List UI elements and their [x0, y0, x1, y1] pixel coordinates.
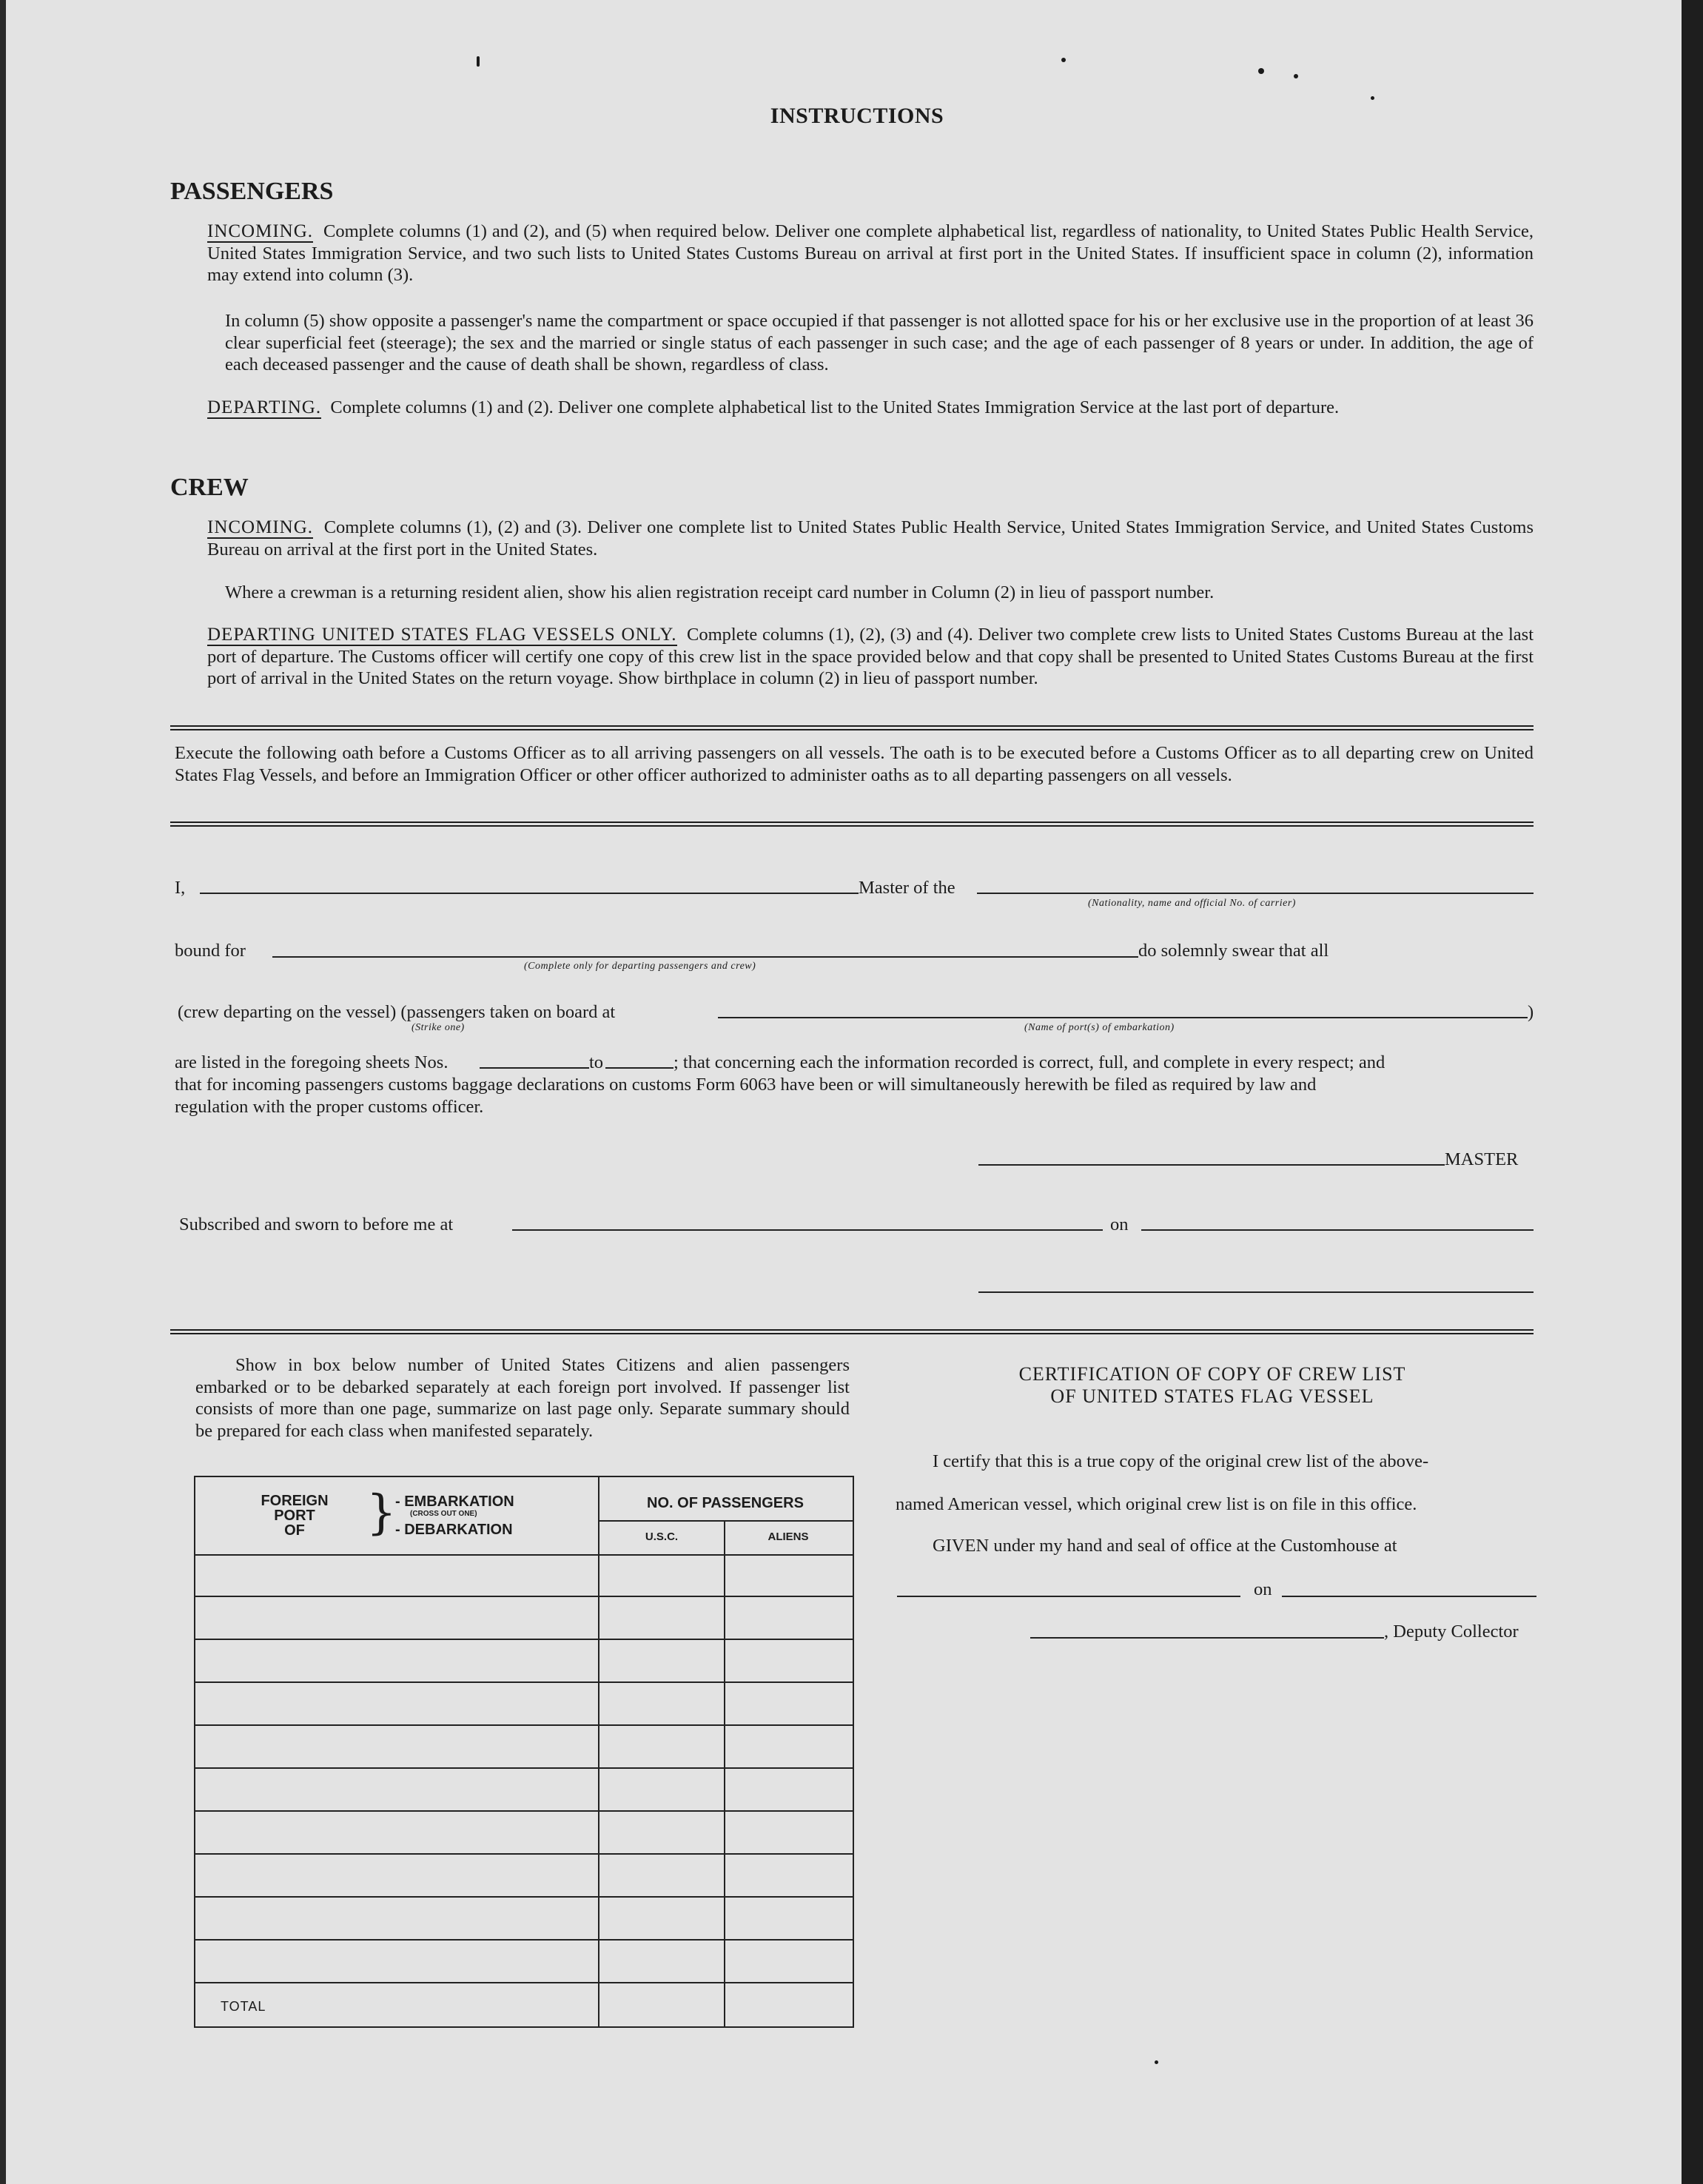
- crew-departing-paragraph: [207, 624, 1534, 690]
- passengers-incoming-paragraph: [207, 221, 1534, 286]
- passengers-departing-paragraph: [207, 397, 1534, 419]
- foreign-port-word-2: PORT: [274, 1508, 315, 1524]
- ports-caption: (Name of port(s) of embarkation): [1024, 1022, 1175, 1033]
- table-column-divider: [598, 1476, 599, 2026]
- debarkation-label: - DEBARKATION: [395, 1522, 513, 1538]
- passengers-incoming-text: Complete columns (1) and (2), and (5) when required below. Deliver one complete alphabetical list, regardless of nationality, to United States Public Health Service, United States Immigration Service, and two such lists to United States Customs Bureau on arrival at first port in the United States. If insufficient space in column (2), information may extend into column (3).: [207, 221, 1534, 285]
- passengers-departing-lead: DEPARTING.: [207, 397, 322, 417]
- sworn-date-field[interactable]: [1141, 1229, 1534, 1231]
- crew-incoming-lead: INCOMING.: [207, 517, 314, 537]
- master-of-label: Master of the: [859, 878, 955, 898]
- to-label: to: [589, 1052, 604, 1072]
- passengers-incoming-lead: INCOMING.: [207, 221, 314, 241]
- table-row-line: [195, 1724, 853, 1726]
- strike-caption: (Strike one): [412, 1022, 465, 1033]
- scan-speck: [1258, 68, 1264, 74]
- scan-speck: [477, 56, 480, 67]
- crew-heading: CREW: [170, 474, 249, 501]
- deputy-signature-field[interactable]: [1030, 1637, 1384, 1639]
- deputy-collector-label: , Deputy Collector: [1384, 1622, 1519, 1642]
- listed-rest-line2: that for incoming passengers customs baggage declarations on customs Form 6063 have been or will simultaneously herewith be filed as required by law and: [175, 1075, 1317, 1095]
- crew-resident-paragraph: Where a crewman is a returning resident alien, show his alien registration receipt card number in Column (2) in lieu of passport number.: [225, 582, 1215, 602]
- certification-given-line: GIVEN under my hand and seal of office at the Customhouse at: [933, 1536, 1397, 1556]
- foreign-port-word-1: FOREIGN: [261, 1493, 329, 1509]
- page-title: INSTRUCTIONS: [770, 104, 944, 128]
- table-row-line: [195, 1853, 853, 1855]
- embarkation-label: - EMBARKATION: [395, 1493, 514, 1510]
- scan-speck: [1155, 2060, 1158, 2064]
- listed-rest-line1: ; that concerning each the information recorded is correct, full, and complete in every respect; and: [674, 1052, 1385, 1072]
- scan-speck: [1371, 96, 1374, 100]
- scan-speck: [1061, 58, 1066, 62]
- crew-departing-text: Complete columns (1), (2), (3) and (4). Deliver two complete crew lists to United States Customs Bureau at the last port of departure. The Customs officer will certify one copy of this crew list in the space provided below and that copy shall be presented to United States Customs Bureau at the first port of arrival in the United States on the return voyage. Show birthplace in column (2) in lieu of passport number.: [207, 625, 1534, 688]
- no-passengers-header: NO. OF PASSENGERS: [647, 1495, 804, 1511]
- table-header-divider: [598, 1520, 853, 1522]
- foreign-port-word-3: OF: [284, 1522, 305, 1539]
- passengers-departing-text: Complete columns (1) and (2). Deliver one complete alphabetical list to the United States Immigration Service at the last port of departure.: [330, 397, 1340, 417]
- divider-rule: [170, 1329, 1534, 1334]
- certification-on-label: on: [1254, 1579, 1272, 1599]
- divider-rule: [170, 725, 1534, 730]
- customhouse-field[interactable]: [897, 1596, 1240, 1597]
- table-row-line: [195, 1896, 853, 1898]
- subscribed-label: Subscribed and sworn to before me at: [179, 1214, 454, 1234]
- table-row-line: [195, 1639, 853, 1640]
- sworn-at-field[interactable]: [512, 1229, 1103, 1231]
- listed-rest-line3: regulation with the proper customs officer.: [175, 1097, 484, 1117]
- oath-i-label: I,: [175, 878, 186, 898]
- scan-edge: [1682, 0, 1703, 2184]
- master-label: MASTER: [1445, 1149, 1519, 1169]
- certification-date-field[interactable]: [1282, 1596, 1536, 1597]
- table-row-line: [195, 1681, 853, 1683]
- certification-heading-line2: OF UNITED STATES FLAG VESSEL: [1050, 1385, 1374, 1407]
- listed-label: are listed in the foregoing sheets Nos.: [175, 1052, 449, 1072]
- oath-instructions: Execute the following oath before a Customs Officer as to all arriving passengers on all vessels. The oath is to be executed before a Customs Officer as to all departing crew on United States Flag Vessels, and before an Immigration Officer or other officer authorized to administer oaths as to all departing passengers on all vessels.: [175, 743, 1534, 785]
- bound-for-field[interactable]: [272, 956, 1138, 958]
- usc-header: U.S.C.: [645, 1531, 679, 1543]
- sheet-from-field[interactable]: [480, 1067, 589, 1069]
- crew-departing-lead: DEPARTING UNITED STATES FLAG VESSELS ONLY.: [207, 625, 677, 645]
- crew-incoming-text: Complete columns (1), (2) and (3). Deliver one complete list to United States Public Health Service, United States Immigration Service, and United States Customs Bureau on arrival at the first port in the United States.: [207, 517, 1534, 560]
- swear-label: do solemnly swear that all: [1138, 941, 1329, 961]
- table-header-divider: [195, 1554, 853, 1556]
- sworn-on-label: on: [1110, 1214, 1129, 1234]
- certification-text-line1: I certify that this is a true copy of the original crew list of the above-: [933, 1451, 1429, 1471]
- cross-out-label: (CROSS OUT ONE): [410, 1510, 477, 1518]
- bound-for-caption: (Complete only for departing passengers and crew): [524, 961, 756, 972]
- table-row-line: [195, 1939, 853, 1941]
- close-paren: ): [1528, 1002, 1534, 1022]
- certification-heading: [961, 1363, 1464, 1408]
- master-signature-field[interactable]: [978, 1164, 1445, 1166]
- ports-embarkation-field[interactable]: [718, 1017, 1528, 1018]
- summary-instructions: Show in box below number of United States Citizens and alien passengers embarked or to be debarked separately at each foreign port involved. If passenger list consists of more than one page, summarize on last page only. Separate summary should be prepared for each class when manifested separately.: [195, 1355, 850, 1441]
- scan-speck: [1294, 74, 1298, 78]
- passenger-summary-table: [194, 1476, 854, 2028]
- table-row-line: [195, 1982, 853, 1983]
- aliens-header: ALIENS: [767, 1531, 809, 1543]
- brace-icon: }: [366, 1485, 397, 1540]
- total-label: TOTAL: [221, 1999, 266, 2014]
- carrier-caption: (Nationality, name and official No. of carrier): [1088, 898, 1296, 909]
- certification-heading-line1: CERTIFICATION OF COPY OF CREW LIST: [1018, 1363, 1406, 1385]
- form-sheet: [6, 0, 1682, 2184]
- sheet-to-field[interactable]: [605, 1067, 674, 1069]
- passengers-heading: PASSENGERS: [170, 178, 334, 205]
- table-row-line: [195, 1810, 853, 1812]
- certification-text-line2: named American vessel, which original crew list is on file in this office.: [896, 1494, 1417, 1514]
- foreign-port-header: [228, 1493, 361, 1538]
- passengers-column5-paragraph: In column (5) show opposite a passenger's name the compartment or space occupied if that passenger is not allotted space for his or her exclusive use in the proportion of at least 36 clear superficial feet (steerage); the sex and the married or single status of each passenger in such case; and the age of each passenger of 8 years or under. In addition, the age of each deceased passenger and the cause of death shall be shown, regardless of class.: [225, 311, 1534, 374]
- table-row-line: [195, 1767, 853, 1769]
- officer-signature-field[interactable]: [978, 1291, 1534, 1293]
- carrier-field[interactable]: [977, 893, 1534, 894]
- crew-incoming-paragraph: [207, 517, 1534, 560]
- divider-rule: [170, 821, 1534, 827]
- table-row-line: [195, 1596, 853, 1597]
- bound-for-label: bound for: [175, 941, 246, 961]
- master-name-field[interactable]: [200, 893, 859, 894]
- crew-departing-label: (crew departing on the vessel) (passengers taken on board at: [178, 1002, 616, 1022]
